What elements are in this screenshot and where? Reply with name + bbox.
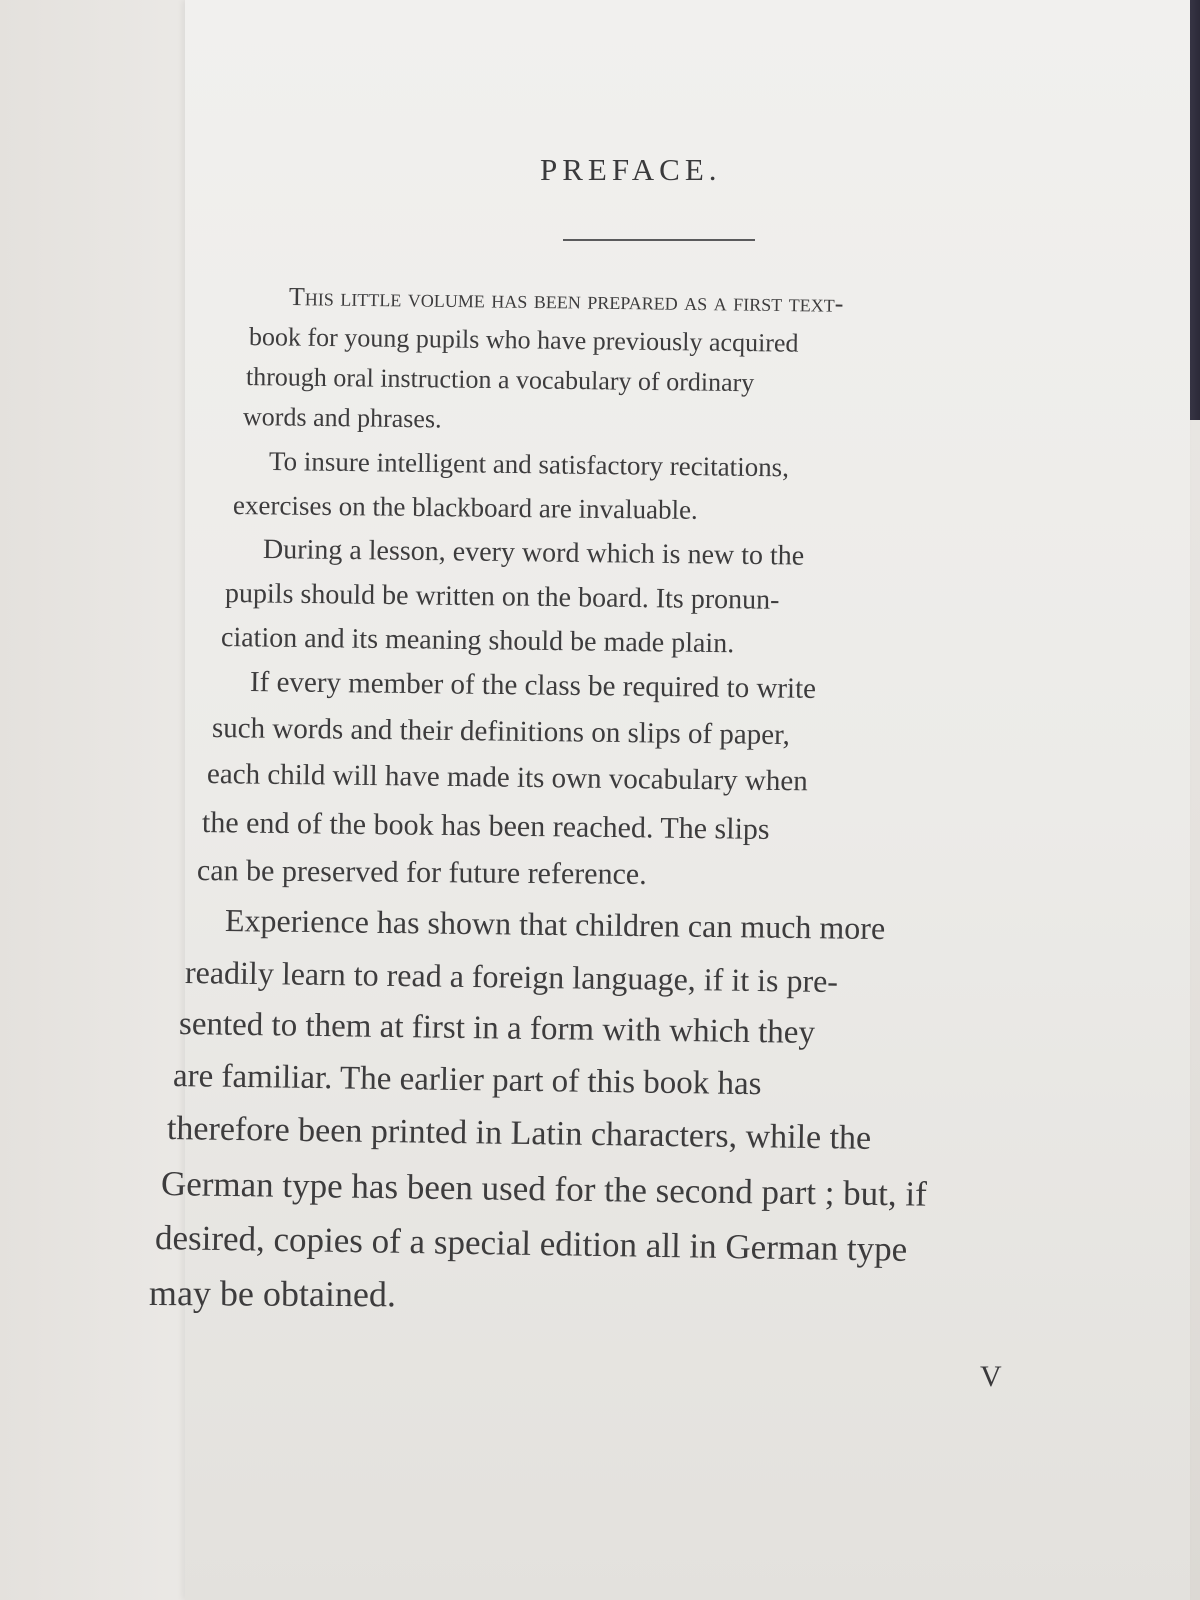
text-line: desired, copies of a special edition all in German type	[154, 1218, 908, 1269]
text-line: If every member of the class be required to write	[249, 666, 817, 705]
page-number: V	[980, 1360, 1002, 1393]
text-line: the end of the book has been reached. The slips	[201, 806, 770, 846]
text-line: During a lesson, every word which is new to the	[262, 534, 805, 572]
text-line: German type has been used for the second part ; but, if	[160, 1164, 928, 1214]
text-line: are familiar. The earlier part of this book has	[172, 1058, 762, 1103]
page-heading: PREFACE.	[540, 152, 722, 187]
text-line: words and phrases.	[242, 402, 442, 434]
text-line: This little volume has been prepared as a first text-	[288, 282, 844, 318]
text-line: each child will have made its own vocabulary when	[206, 758, 808, 798]
text-line: pupils should be written on the board. Its pronun-	[224, 578, 780, 616]
text-line: readily learn to read a foreign language, if it is pre-	[184, 954, 839, 1000]
text-line: sented to them at first in a form with which they	[178, 1006, 816, 1051]
text-line: such words and their definitions on slips of paper,	[211, 712, 791, 752]
book-page	[148, 0, 1190, 1600]
heading-rule	[563, 239, 755, 241]
text-line: Experience has shown that children can much more	[224, 902, 886, 947]
text-line: To insure intelligent and satisfactory recitations,	[268, 446, 790, 483]
text-line: may be obtained.	[148, 1273, 397, 1315]
text-line: through oral instruction a vocabulary of ordinary	[245, 362, 755, 398]
text-line: can be preserved for future reference.	[196, 854, 647, 891]
text-line: book for young pupils who have previously acquired	[248, 322, 799, 358]
text-line: ciation and its meaning should be made plain.	[220, 622, 735, 660]
text-line: exercises on the blackboard are invaluable.	[232, 490, 698, 525]
text-line: therefore been printed in Latin characters, while the	[166, 1110, 872, 1157]
facing-page-edge	[0, 0, 200, 1600]
